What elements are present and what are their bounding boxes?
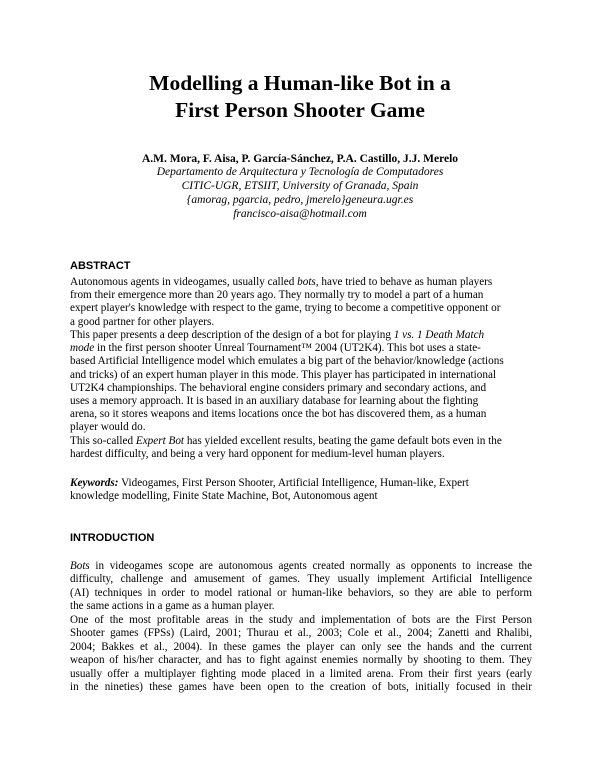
- introduction-paragraph-2: [70, 614, 532, 695]
- introduction-paragraph-1: [70, 560, 532, 614]
- abstract-paragraph-3: [70, 435, 532, 461]
- keywords-block: [70, 477, 532, 503]
- text-line: arena, so it stores weapons and items locations once the bot has discovered them, as a human: [70, 408, 487, 421]
- text-line: Shooter games (FPSs) (Laird, 2001; Thurau et al., 2003; Cole et al., 2004; Zanetti and Rhalibi,: [70, 627, 532, 640]
- text-line: in the nineties) these games have been open to the creation of bots, initially focused in their: [70, 681, 532, 694]
- abstract-paragraph-1: [70, 276, 532, 329]
- title-line-1: Modelling a Human-like Bot in a: [149, 71, 451, 95]
- introduction-heading: INTRODUCTION: [70, 532, 155, 544]
- text-line: This so-called Expert Bot has yielded excellent results, beating the game default bots even in the: [70, 435, 502, 447]
- text-line: hardest difficulty, and being a very hard opponent for medium-level human players.: [70, 448, 445, 461]
- keywords-line-2: knowledge modelling, Finite State Machine, Bot, Autonomous agent: [70, 490, 378, 503]
- text-line: the same actions in a game as a human player.: [70, 600, 275, 613]
- affiliation-emails: {amorag, pgarcia, pedro, jmerelo}geneura.ugr.es: [186, 194, 414, 206]
- paper-title: [0, 70, 600, 124]
- affiliation-email-2: francisco-aisa@hotmail.com: [233, 208, 367, 220]
- keywords-label: Keywords:: [70, 477, 119, 489]
- text-line: UT2K4 championships. The behavioral engine considers primary and secondary actions, and: [70, 381, 487, 394]
- author-list: A.M. Mora, F. Aisa, P. García-Sánchez, P.A. Castillo, J.J. Merelo: [141, 153, 459, 165]
- text-line: expert player's knowledge with respect to the game, trying to become a competitive opponent or: [70, 302, 501, 315]
- text-line: (AI) techniques in order to model rational or human-like behaviors, so they are able to perform: [70, 586, 532, 599]
- text-line: Autonomous agents in videogames, usually called bots, have tried to behave as human players: [70, 276, 493, 288]
- text-line: a good partner for other players.: [70, 315, 215, 328]
- affiliation-department: Departamento de Arquitectura y Tecnología de Computadores: [156, 166, 444, 178]
- text-line: based Artificial Intelligence model which emulates a big part of the behavior/knowledge (actions: [70, 355, 504, 368]
- text-line: difficulty, challenge and amusement of games. They usually implement Artificial Intelligence: [70, 573, 532, 586]
- title-line-2: First Person Shooter Game: [175, 98, 425, 122]
- affiliation-block: [0, 165, 600, 221]
- text-line: Bots in videogames scope are autonomous agents created normally as opponents to increase the: [70, 560, 532, 572]
- text-line: player would do.: [70, 421, 146, 434]
- affiliation-institution: CITIC-UGR, ETSIIT, University of Granada, Spain: [181, 180, 419, 192]
- text-line: One of the most profitable areas in the study and implementation of bots are the First Person: [70, 614, 532, 626]
- text-line: usually offer a multiplayer fighting mode placed in a limited arena. From their first years (early: [70, 667, 532, 680]
- abstract-paragraph-2: [70, 329, 532, 435]
- text-line: from their emergence more than 20 years ago. They normally try to model a part of a human: [70, 289, 484, 302]
- abstract-heading: ABSTRACT: [70, 260, 131, 272]
- text-line: and tricks) of an expert human player in this mode. This player has participated in international: [70, 368, 497, 381]
- keywords-line-1: Keywords: Videogames, First Person Shooter, Artificial Intelligence, Human-like, Expert: [70, 477, 469, 489]
- text-line: uses a memory approach. It is based in an auxiliary database for learning about the fighting: [70, 395, 479, 408]
- text-line: This paper presents a deep description of the design of a bot for playing 1 vs. 1 Death Match: [70, 329, 485, 341]
- text-line: weapon of his/her character, and has to fight against enemies normally by shooting to them. They: [70, 654, 532, 667]
- text-line: mode in the first person shooter Unreal Tournament™ 2004 (UT2K4). This bot uses a state-: [70, 342, 481, 355]
- text-line: 2004; Bakkes et al., 2004). In these games the player can only see the hands and the current: [70, 640, 532, 653]
